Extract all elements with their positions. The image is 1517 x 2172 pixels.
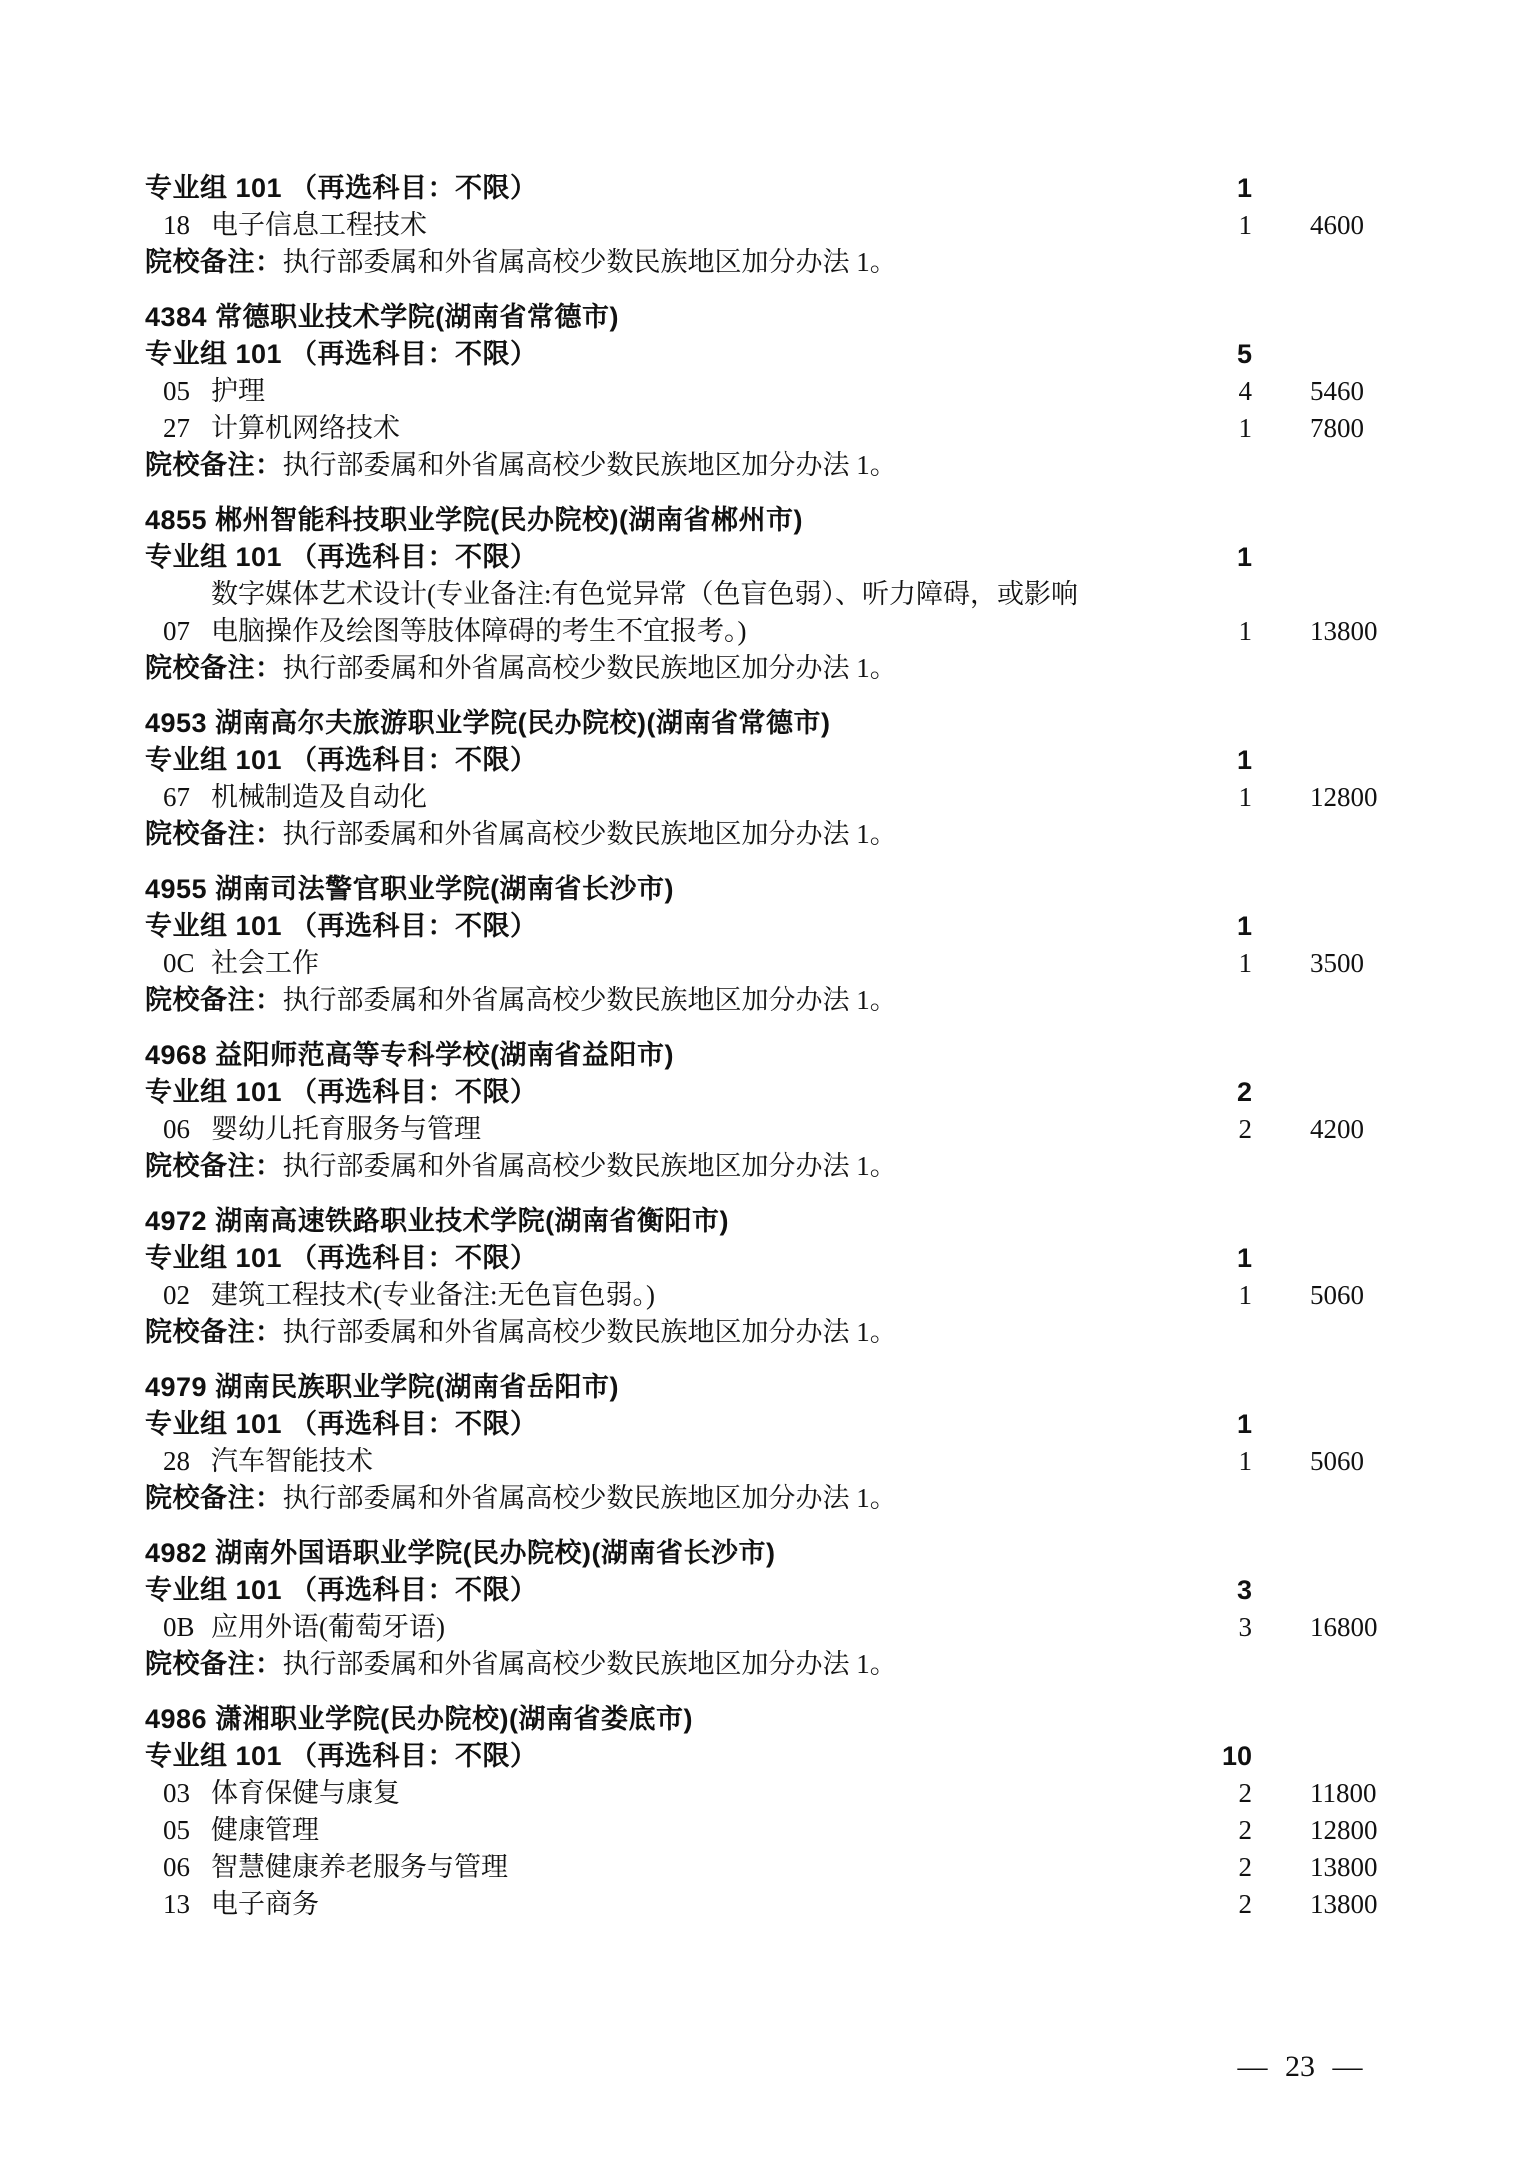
major-group-header [145, 1738, 1390, 1775]
major-name: 建筑工程技术(专业备注:无色盲色弱。) [211, 1280, 655, 1310]
major-row [145, 1886, 1390, 1923]
school-note [145, 1480, 1390, 1517]
fee-column-spacer [1310, 1240, 1390, 1277]
major-plan-count: 1 [1238, 210, 1252, 240]
school-note [145, 1148, 1390, 1185]
note-label: 院校备注： [145, 1483, 283, 1513]
note-text: 执行部委属和外省属高校少数民族地区加分办法 1。 [282, 450, 897, 480]
major-group-header [145, 539, 1390, 576]
school-section [145, 299, 1390, 484]
major-code: 05 [163, 376, 190, 406]
major-code: 05 [163, 1815, 190, 1845]
major-name: 汽车智能技术 [211, 1446, 373, 1476]
major-group-header [145, 170, 1390, 207]
group-plan-count: 1 [1236, 911, 1252, 941]
major-plan-count: 1 [1238, 616, 1252, 646]
school-section [145, 502, 1390, 687]
major-fee: 12800 [1310, 782, 1378, 812]
major-group-header [145, 742, 1390, 779]
major-fee: 5060 [1310, 1280, 1364, 1310]
major-group-header [145, 1240, 1390, 1277]
major-name: 计算机网络技术 [211, 413, 400, 443]
major-plan-count: 2 [1238, 1889, 1252, 1919]
school-title: 4855 郴州智能科技职业学院(民办院校)(湖南省郴州市) [145, 505, 804, 535]
fee-column-spacer [1310, 539, 1390, 576]
group-plan-count: 1 [1236, 1243, 1252, 1273]
major-fee: 4200 [1310, 1114, 1364, 1144]
group-label: 专业组 101 （再选科目：不限） [145, 745, 538, 775]
major-plan-count: 1 [1238, 1280, 1252, 1310]
school-section [145, 1203, 1390, 1351]
major-code: 13 [163, 1889, 190, 1919]
major-fee: 13800 [1310, 616, 1378, 646]
major-code: 28 [163, 1446, 190, 1476]
major-fee: 16800 [1310, 1612, 1378, 1642]
note-label: 院校备注： [145, 1649, 283, 1679]
major-name: 数字媒体艺术设计(专业备注:有色觉异常（色盲色弱）、听力障碍，或影响电脑操作及绘图等肢体障碍的考生不宜报考。) [211, 579, 1078, 646]
group-plan-count: 1 [1236, 1409, 1252, 1439]
group-plan-count: 1 [1236, 542, 1252, 572]
major-name: 健康管理 [211, 1815, 319, 1845]
page-number: — 23 — [1237, 2050, 1363, 2083]
major-fee: 13800 [1310, 1852, 1378, 1882]
group-plan-count: 2 [1236, 1077, 1252, 1107]
major-plan-count: 1 [1238, 948, 1252, 978]
group-label: 专业组 101 （再选科目：不限） [145, 1409, 538, 1439]
major-group-header [145, 908, 1390, 945]
major-group-header [145, 1406, 1390, 1443]
group-label: 专业组 101 （再选科目：不限） [145, 1243, 538, 1273]
major-plan-count: 1 [1238, 413, 1252, 443]
major-row [145, 1775, 1390, 1812]
major-plan-count: 2 [1238, 1778, 1252, 1808]
major-fee: 4600 [1310, 210, 1364, 240]
group-label: 专业组 101 （再选科目：不限） [145, 542, 538, 572]
school-section [145, 1535, 1390, 1683]
major-row [145, 1812, 1390, 1849]
group-plan-count: 1 [1236, 173, 1252, 203]
note-label: 院校备注： [145, 247, 283, 277]
group-plan-count: 1 [1236, 745, 1252, 775]
major-name: 智慧健康养老服务与管理 [211, 1852, 508, 1882]
fee-column-spacer [1310, 742, 1390, 779]
school-title: 4384 常德职业技术学院(湖南省常德市) [145, 302, 620, 332]
fee-column-spacer [1310, 1074, 1390, 1111]
major-name: 护理 [211, 376, 265, 406]
major-fee: 5060 [1310, 1446, 1364, 1476]
school-note [145, 1646, 1390, 1683]
school-section [145, 705, 1390, 853]
fee-column-spacer [1310, 336, 1390, 373]
school-title: 4955 湖南司法警官职业学院(湖南省长沙市) [145, 874, 675, 904]
major-code: 18 [163, 210, 190, 240]
major-code: 03 [163, 1778, 190, 1808]
school-note [145, 1314, 1390, 1351]
major-code: 06 [163, 1114, 190, 1144]
major-name: 机械制造及自动化 [211, 782, 427, 812]
major-code: 02 [163, 1280, 190, 1310]
major-plan-count: 1 [1238, 782, 1252, 812]
major-row [145, 1277, 1390, 1314]
note-text: 执行部委属和外省属高校少数民族地区加分办法 1。 [282, 1151, 897, 1181]
major-group-header [145, 1572, 1390, 1609]
group-label: 专业组 101 （再选科目：不限） [145, 911, 538, 941]
major-name: 应用外语(葡萄牙语) [211, 1612, 445, 1642]
major-code: 0B [163, 1612, 195, 1642]
major-plan-count: 3 [1238, 1612, 1252, 1642]
major-fee: 7800 [1310, 413, 1364, 443]
group-plan-count: 10 [1221, 1741, 1252, 1771]
major-fee: 12800 [1310, 1815, 1378, 1845]
note-label: 院校备注： [145, 450, 283, 480]
group-label: 专业组 101 （再选科目：不限） [145, 339, 538, 369]
major-plan-count: 1 [1238, 1446, 1252, 1476]
major-name: 电子信息工程技术 [211, 210, 427, 240]
major-row [145, 1443, 1390, 1480]
major-fee: 5460 [1310, 376, 1364, 406]
school-note [145, 650, 1390, 687]
group-label: 专业组 101 （再选科目：不限） [145, 1741, 538, 1771]
school-section [145, 871, 1390, 1019]
school-note [145, 244, 1390, 281]
school-note [145, 982, 1390, 1019]
major-row [145, 945, 1390, 982]
major-code: 0C [163, 948, 195, 978]
group-label: 专业组 101 （再选科目：不限） [145, 1077, 538, 1107]
note-text: 执行部委属和外省属高校少数民族地区加分办法 1。 [282, 1483, 897, 1513]
school-note [145, 447, 1390, 484]
major-row [145, 779, 1390, 816]
major-code: 06 [163, 1852, 190, 1882]
major-fee: 11800 [1310, 1778, 1377, 1808]
fee-column-spacer [1310, 1406, 1390, 1443]
group-label: 专业组 101 （再选科目：不限） [145, 173, 538, 203]
school-title: 4979 湖南民族职业学院(湖南省岳阳市) [145, 1372, 620, 1402]
major-name: 婴幼儿托育服务与管理 [211, 1114, 481, 1144]
major-plan-count: 4 [1238, 376, 1252, 406]
group-plan-count: 3 [1236, 1575, 1252, 1605]
school-title: 4982 湖南外国语职业学院(民办院校)(湖南省长沙市) [145, 1538, 776, 1568]
group-label: 专业组 101 （再选科目：不限） [145, 1575, 538, 1605]
fee-column-spacer [1310, 170, 1390, 207]
note-label: 院校备注： [145, 1317, 283, 1347]
major-fee: 3500 [1310, 948, 1364, 978]
note-label: 院校备注： [145, 653, 283, 683]
school-section [145, 170, 1390, 281]
note-label: 院校备注： [145, 819, 283, 849]
note-text: 执行部委属和外省属高校少数民族地区加分办法 1。 [282, 653, 897, 683]
major-fee: 13800 [1310, 1889, 1378, 1919]
school-title: 4972 湖南高速铁路职业技术学院(湖南省衡阳市) [145, 1206, 730, 1236]
major-name: 体育保健与康复 [211, 1778, 400, 1808]
major-name: 电子商务 [211, 1889, 319, 1919]
major-row [145, 207, 1390, 244]
note-text: 执行部委属和外省属高校少数民族地区加分办法 1。 [282, 819, 897, 849]
major-group-header [145, 336, 1390, 373]
school-section [145, 1701, 1390, 1923]
school-section [145, 1037, 1390, 1185]
note-text: 执行部委属和外省属高校少数民族地区加分办法 1。 [282, 247, 897, 277]
major-row [145, 373, 1390, 410]
fee-column-spacer [1310, 1572, 1390, 1609]
note-label: 院校备注： [145, 1151, 283, 1181]
major-row [145, 410, 1390, 447]
major-code: 07 [163, 616, 190, 646]
group-plan-count: 5 [1236, 339, 1252, 369]
major-row [145, 1111, 1390, 1148]
school-section [145, 1369, 1390, 1517]
school-title: 4953 湖南高尔夫旅游职业学院(民办院校)(湖南省常德市) [145, 708, 831, 738]
fee-column-spacer [1310, 1738, 1390, 1775]
major-row [145, 576, 1390, 650]
note-text: 执行部委属和外省属高校少数民族地区加分办法 1。 [282, 1317, 897, 1347]
major-plan-count: 2 [1238, 1114, 1252, 1144]
major-row [145, 1849, 1390, 1886]
school-title: 4986 潇湘职业学院(民办院校)(湖南省娄底市) [145, 1704, 694, 1734]
school-note [145, 816, 1390, 853]
fee-column-spacer [1310, 908, 1390, 945]
major-plan-count: 2 [1238, 1815, 1252, 1845]
note-label: 院校备注： [145, 985, 283, 1015]
major-code: 67 [163, 782, 190, 812]
major-row [145, 1609, 1390, 1646]
note-text: 执行部委属和外省属高校少数民族地区加分办法 1。 [282, 985, 897, 1015]
school-title: 4968 益阳师范高等专科学校(湖南省益阳市) [145, 1040, 675, 1070]
major-group-header [145, 1074, 1390, 1111]
major-code: 27 [163, 413, 190, 443]
major-name: 社会工作 [211, 948, 319, 978]
note-text: 执行部委属和外省属高校少数民族地区加分办法 1。 [282, 1649, 897, 1679]
major-plan-count: 2 [1238, 1852, 1252, 1882]
